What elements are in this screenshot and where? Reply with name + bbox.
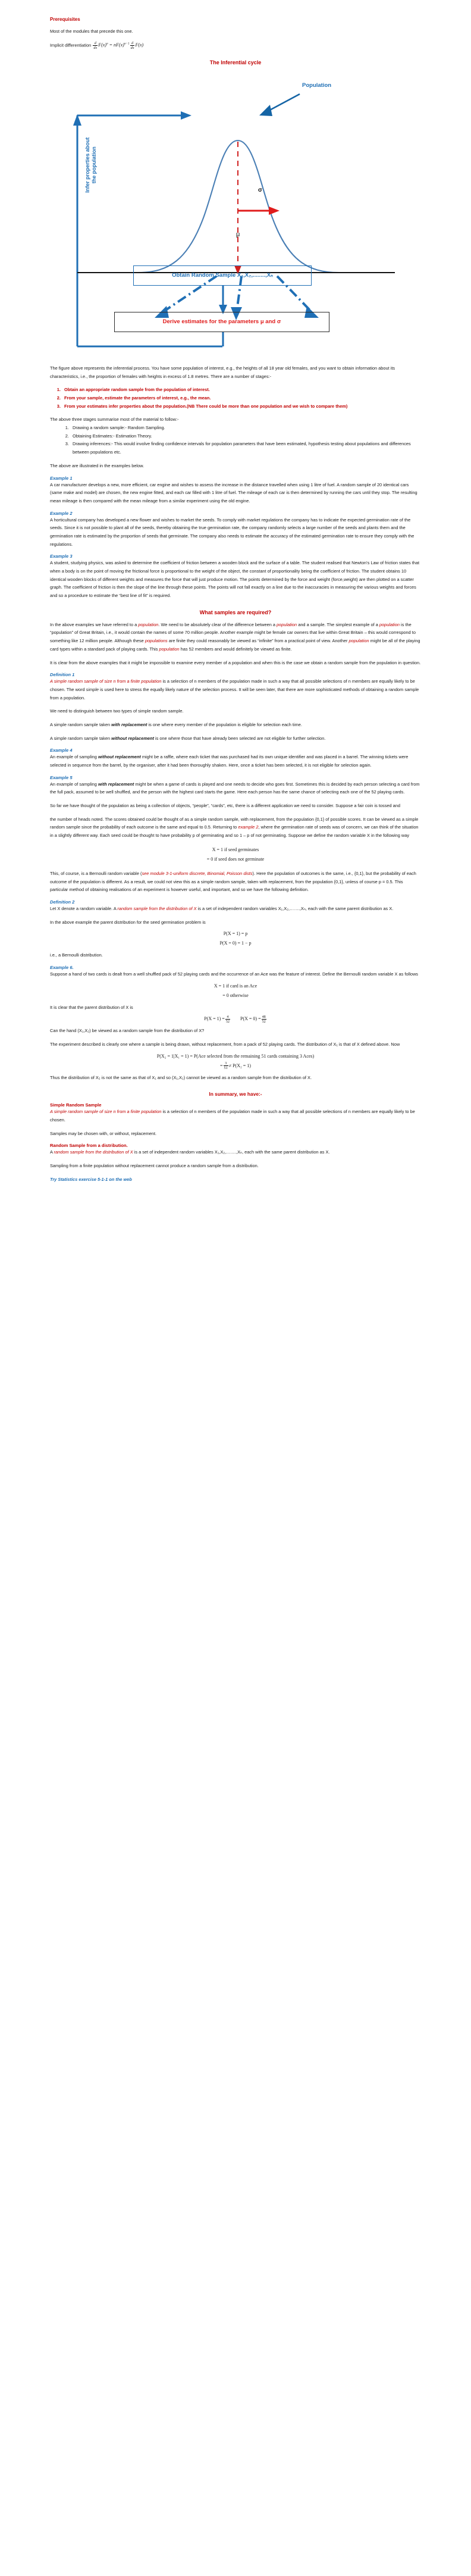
wor-post: is one where those that have already been selected are not eligible for further selection.: [153, 735, 326, 741]
rsd-term: random sample from the distribution of X: [54, 1149, 133, 1155]
wr-pre: A simple random sample taken: [50, 721, 112, 727]
def2-a: Let X denote a random variable. A: [50, 905, 118, 911]
sp1-d: is the “population” of Great Britain, i.e., it would contain the names of some 70 million people. Another example might be female car owners that live within Great Britain – this would correspond to something like 12 million people. Although these: [50, 621, 416, 644]
rsd-pre: A: [50, 1149, 54, 1155]
definition-1-term: A simple random sample of size n from a finite population: [50, 679, 162, 684]
sigma-arrowhead: [269, 207, 280, 215]
example-6-parent-lead: It is clear that the parent distribution of X is: [50, 1004, 133, 1010]
definition-2-body: [50, 905, 421, 913]
example-3-title: Example 3: [50, 554, 73, 559]
example-2-title: Example 2: [50, 510, 73, 516]
coin-paragraph-b: [50, 815, 421, 840]
x-definition-formula: [50, 845, 421, 864]
lhs-frac-den: dx: [93, 45, 98, 50]
sp1-b: . We need to be absolutely clear of the difference between a: [158, 621, 277, 627]
normal-curve: [138, 140, 339, 273]
obtain-random-sample-box: Obtain Random Sample X₁,X₂,........,Xₙ: [133, 265, 312, 286]
definition-2-title: Definition 2: [50, 899, 75, 905]
sp1-pop3: population: [379, 621, 400, 627]
summary-list: [50, 424, 421, 457]
ex5-em: with replacement: [98, 781, 134, 787]
summary-item: 1. Drawing a random sample:- Random Sampling.: [70, 424, 421, 432]
wr-post: is one where every member of the population is eligible for selection each time.: [147, 721, 302, 727]
def2-term: random sample from the distribution of X: [117, 905, 197, 911]
ex6-cond-line2: [50, 1061, 421, 1071]
def2-b: is a set of independent random variables X₁,X₂,…….,Xₙ, each with the same parent distribution as X.: [196, 905, 394, 911]
implicit-formula: [92, 42, 143, 48]
inferential-cycle-title: The Inferential cycle: [209, 59, 262, 65]
summary-heading: In summary, we have:-: [209, 1091, 262, 1098]
ex5-post: might be when a game of cards is played and one needs to decide who goes first. Sometimes this is decided by each person selecting a card from the full pack, assumed to be well shuffled, and the person with the highest card starts the game. Here each person has the same chance of selecting each one of the 52 playing cards.: [50, 781, 420, 795]
x-def-line1: X = 1 if seed germinates: [212, 846, 259, 852]
example-5-body: [50, 780, 421, 796]
bern-a: This, of course, is a Bernoulli random variable (: [50, 870, 142, 876]
inferential-cycle-figure: [50, 69, 421, 355]
rhs-frac-num: d: [130, 41, 135, 46]
derive-estimates-box: Derive estimates for the parameters μ and σ: [114, 312, 329, 332]
ex6-d2-pre: =: [220, 1062, 223, 1068]
sp1-e: are finite they could reasonably be viewed as “infinite” from a practical point of view. Another: [167, 638, 349, 644]
example-6-question: Can the hand (X₁,X₂) be viewed as a random sample from the distribution of X?: [50, 1028, 205, 1034]
example-2-body: A horticultural company has developed a new flower and wishes to market the seeds. To comply with market regulations the company has to indicate the expected germination rate of the seeds. Since it is not possible to plant all of the seeds, thereby obtaining the true germination rate, the company randomly selects a large number of the seeds and plants them and the germination rate is estimated by the proportion of seeds that germinate. The company also needs to estimate the accuracy of the estimated germination rate to ensure they comply with the regulations.: [50, 517, 415, 547]
try-exercise-link[interactable]: Try Statistics exercise 5-1-1 on the web: [50, 1176, 132, 1182]
ex4-pre: An example of sampling: [50, 754, 98, 760]
ex6-x1-line: X = 1 if card is an Ace: [213, 983, 258, 989]
lhs-frac-num: d: [93, 41, 98, 46]
definition-1-rest2: is used here to stress the equally likely nature of the selection process. It will be seen later, that there are more sophisticated methods of obtaining a random sample from a population.: [50, 686, 419, 701]
x-def-line2: = 0 if seed does not germinate: [206, 856, 265, 862]
example-3-body: A student, studying physics, was asked to determine the coefficient of friction between a wooden block and the surface of a table. The student realised that Newton's Law of friction states that when a body is on the point of moving the frictional force is proportional to the weight of the object, the constant of proportionality being the coefficient of friction. The student obtains 10 identical wooden blocks of different weights and measures the force that will just produce motion. The points determined by the force and weight (force,weight) are then plotted on a scatter graph. The coefficient of friction is then the slope of the line through these points. The points will not fall exactly on a line due to the inaccuracies in measuring the various weights and forces and so a procedure to estimate the “best line of fit” is required.: [50, 560, 420, 599]
coin-paragraph-a: So far we have thought of the population as being a collection of objects, “people”, “cards”, etc, there is a different application we need to consider. Suppose a fair coin is tossed and: [50, 803, 401, 809]
implicit-differentiation-line: [50, 41, 421, 50]
random-sample-distribution-body: [50, 1148, 421, 1156]
rsd-post: is a set of independent random variables X₁,X₂,…….,Xₙ, each with the same parent distribution as X.: [133, 1149, 330, 1155]
prerequisites-heading: Prerequisites: [50, 17, 80, 22]
distinguish-line: We need to distinguish between two types of simple random sample.: [50, 708, 184, 714]
definition-1-rest: is a selection of n members of the population made in such a way that all possible selections of n members are equally likely to be chosen. The word: [50, 679, 415, 692]
bernoulli-paragraph: [50, 870, 421, 894]
lhs-fraction: [93, 41, 98, 50]
stages-list: [50, 386, 421, 410]
rhs-fraction: [130, 41, 135, 50]
ex6-d2-post: ≠ P(X₂ = 1): [228, 1062, 251, 1068]
ex5-pre: An example of sampling: [50, 781, 98, 787]
ex6-x0-line: = 0 otherwise: [222, 992, 249, 998]
bernoulli-module-link[interactable]: see module 3-1-uniform discrete, Binomial, Poisson dists: [142, 870, 253, 876]
ex6-p1-num: 4: [225, 1015, 230, 1020]
sp1-pop2: population: [277, 621, 297, 627]
px1-line: P(X = 1) = p: [223, 931, 248, 937]
example-6-x-definition: [50, 981, 421, 1001]
samples-paragraph-2: It is clear from the above examples that it might be impossible to examine every member of a population and when this is the case we obtain a random sample from the population in question.: [50, 659, 421, 665]
infer-properties-line1: Infer properties about: [84, 137, 90, 193]
without-replacement-line: [50, 734, 421, 743]
sp1-a: In the above examples we have referred to a: [50, 621, 139, 627]
population-label: Population: [302, 82, 332, 89]
rsd-note: Sampling from a finite population without replacement cannot produce a random sample from a distribution.: [50, 1163, 259, 1169]
cycle-top-arrowhead: [181, 111, 191, 120]
sp1-pops: populations: [145, 638, 168, 644]
lhs-rest: F(x): [98, 42, 106, 48]
sp1-c: and a sample. The simplest example of a: [297, 621, 379, 627]
random-sample-distribution-heading: Random Sample from a distribution.: [50, 1143, 128, 1149]
samples-paragraph-1: [50, 621, 421, 654]
definition-1-body: [50, 677, 421, 702]
example-6-conclusion: Thus the distribution of X₂ is not the same as that of X₁ and so (X₁,X₂) cannot be viewed as a random sample from the distribution of X.: [50, 1074, 312, 1080]
equals-sign: =: [109, 42, 113, 48]
srs-term: A simple random sample of size n from a finite population: [50, 1109, 162, 1115]
summary-item: 3. Drawing inferences:- This would involve finding confidence intervals for population parameters that have been estimated, hypothesis testing about populations and differences between populations etc.: [70, 440, 421, 456]
rhs-end: F(x): [135, 42, 144, 48]
ex6-d2-den: 51: [224, 1066, 228, 1071]
mu-label: μ: [236, 230, 240, 238]
wor-em: without replacement: [111, 735, 154, 741]
simple-random-sample-body: [50, 1108, 421, 1124]
example-6-conditional-probability: [50, 1052, 421, 1071]
ex6-p1-den: 52: [225, 1019, 230, 1024]
bernoulli-parent-distribution: [50, 929, 421, 948]
prerequisites-body: Most of the modules that precede this one.: [50, 29, 133, 34]
ex6-p0-fraction: [262, 1015, 266, 1024]
ex4-post: might be a raffle, where each ticket that was purchased had its own unique identifier and was placed in a barrel. The winning tickets were selected in sequence from the barrel, by the organiser, after it had been thoroughly shaken. Here, once a ticket has been selected, it is not eligible for selection again.: [50, 754, 409, 768]
example-6-body-a: Suppose a hand of two cards is dealt from a well shuffled pack of 52 playing cards and the occurrence of an Ace was the feature of interest. Define the Bernoulli random variable X as follows: [50, 971, 418, 977]
ex6-p0-label: P(X = 0) =: [240, 1016, 261, 1022]
lhs-power: n: [106, 42, 108, 46]
implicit-label: Implicit differentiation: [50, 42, 92, 48]
population-pointer-line: [266, 94, 300, 112]
ex6-p0-num: 48: [262, 1014, 266, 1019]
sp1-f: might be all of the playing card types within a standard pack of playing cards. This: [50, 638, 420, 652]
sp1-pop: population: [138, 621, 159, 627]
sp1-pop4: population: [348, 638, 369, 644]
parent-distribution-lead: In the above example the parent distribution for the seed germination problem is: [50, 919, 206, 925]
ex6-p1-label: P(X = 1) =: [204, 1016, 225, 1022]
infer-properties-label: [84, 114, 98, 215]
ex6-cond-line: P(X₂ = 1|X₁ = 1) = P(Ace selected from the remaining 51 cards containing 3 Aces): [156, 1053, 315, 1059]
rhs-start: nF(x): [114, 42, 124, 48]
example-4-body: [50, 753, 421, 769]
wor-pre: A simple random sample taken: [50, 735, 112, 741]
coin-c: , where the germination rate of seeds was of concern, we can think of the situation in a slightly different way. Each seed could be thought to have probability p of germinating and so 1 – p of not germinating. Suppose we define the random variable X in the following way: [50, 824, 419, 839]
px0-line: P(X = 0) = 1 − p: [219, 940, 252, 946]
bern-b: ). Here the population of outcomes is the same, i.e., {0,1}, but the probability of each outcome of the population is different. As a result, we could not view this as a simple random sample, taken with replacement, from the population {0,1}, unless of course p = 0.5. This particular method of obtaining realisations of an experiment is however useful, and important, and so we have the following definition.: [50, 870, 416, 893]
coin-b: the number of heads noted. The scores obtained could be thought of as a simple random sample, with replacement, from the population {0,1} of possible scores. It can be viewed as a simple random sample since the probability of each outcome is the same and equal to 0.5. Returning to: [50, 816, 419, 830]
example-1-body: A car manufacturer develops a new, more efficient, car engine and wishes to assess the increase in the distance travelled when using 1 litre of fuel. A random sample of 20 identical cars (same make and model) are chosen, the new engine fitted, and each car filled with 1 litre of fuel. The mileage of each car is then determined by running the cars until they stop. The resulting mean mileage is then compared with the mean mileage from a similar experiment using the old engine.: [50, 482, 417, 504]
stage-item: 3. From your estimates infer properties about the population.(NB There could be more than one population and we wish to compare them): [62, 402, 421, 411]
example-6-body-c: The experiment described is clearly one where a sample is being drawn, without replacement, from a pack of 52 playing cards. The distribution of X₁ is that of X defined above. Now: [50, 1042, 400, 1048]
intro-paragraph: The figure above represents the inferential process. You have some population of interest, e.g., the heights of all 18 year old females, and you want to obtain information about its characteristics, i.e., the proportion of females with heights in excess of 1.8 metres. There are a number of stages:-: [50, 365, 395, 379]
infer-properties-line2: the population: [91, 146, 97, 184]
definition-1-em-simple: simple: [86, 686, 99, 692]
example-1-title: Example 1: [50, 475, 73, 481]
summary-lead: The above three stages summarise most of the material to follow:-: [50, 417, 179, 423]
illustrated-line: The above are illustrated in the examples below.: [50, 462, 145, 468]
srs-replacement-note: Samples may be chosen with, or without, replacement.: [50, 1130, 157, 1136]
rhs-power: n−1: [124, 42, 130, 46]
rhs-frac-den: dx: [130, 45, 134, 50]
example-6-title: Example 6.: [50, 964, 74, 970]
stage-item: 2. From your sample, estimate the parameters of interest, e.g., the mean.: [62, 394, 421, 402]
example-6-probabilities: [50, 1014, 421, 1024]
sigma-label: σ: [258, 186, 262, 193]
ex4-em: without replacement: [98, 754, 141, 760]
with-replacement-line: [50, 721, 421, 729]
example-5-title: Example 5: [50, 774, 73, 780]
wr-em: with replacement: [111, 721, 147, 727]
definition-1-title: Definition 1: [50, 672, 75, 678]
ex6-d2-num: 3: [224, 1061, 228, 1066]
population-pointer-arrowhead: [259, 105, 272, 116]
what-samples-heading: What samples are required?: [199, 609, 272, 615]
coin-ex2-ref: example 2: [238, 824, 259, 830]
srs-rest: is a selection of n members of the population made in such a way that all possible selections of n members are equally likely to be chosen.: [50, 1109, 415, 1123]
summary-item: 2. Obtaining Estimates:- Estimation Theory.: [70, 432, 421, 440]
bernoulli-note: i.e., a Bernoulli distribution.: [50, 952, 103, 958]
sp1-g: has 52 members and would definitely be viewed as finite.: [179, 646, 292, 652]
simple-random-sample-heading: Simple Random Sample: [50, 1102, 102, 1108]
ex6-p1-fraction: [225, 1015, 230, 1024]
ex6-p0-den: 52: [262, 1019, 266, 1024]
example-4-title: Example 4: [50, 748, 73, 754]
stage-item: 1. Obtain an appropriate random sample from the population of interest.: [62, 386, 421, 394]
ex6-d2-fraction: [224, 1061, 228, 1070]
sp1-pop5: population: [159, 646, 180, 652]
